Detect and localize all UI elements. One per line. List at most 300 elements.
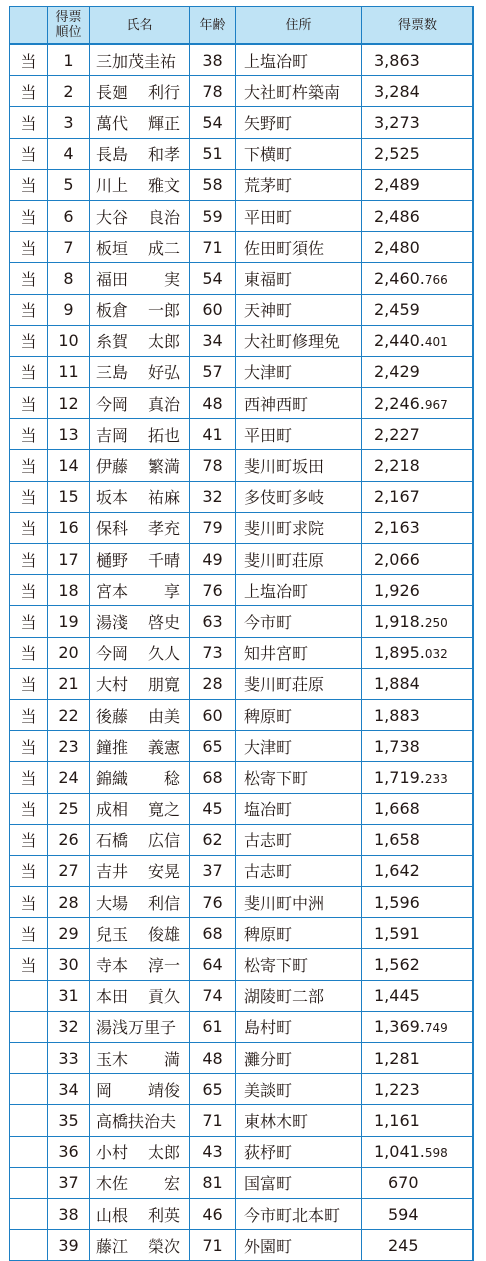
age-cell: 78 bbox=[190, 450, 236, 481]
votes-cell bbox=[362, 793, 474, 824]
name-cell: 湯浅万里子 bbox=[90, 1011, 190, 1042]
given-name: 榮次 bbox=[147, 1236, 180, 1256]
votes-cell bbox=[362, 824, 474, 855]
family-name: 福田 bbox=[96, 269, 129, 289]
table-row bbox=[10, 824, 474, 855]
given-name: 利行 bbox=[147, 82, 180, 102]
rank-cell: 28 bbox=[48, 887, 90, 918]
name-cell bbox=[90, 1043, 190, 1074]
votes-cell bbox=[362, 637, 474, 668]
votes-integer: 1,926 bbox=[374, 580, 420, 600]
name-parts bbox=[96, 1203, 180, 1226]
rank-cell: 37 bbox=[48, 1167, 90, 1198]
family-name: 本田 bbox=[96, 987, 129, 1007]
age-cell: 62 bbox=[190, 824, 236, 855]
name-parts bbox=[96, 423, 180, 446]
name-parts bbox=[96, 859, 180, 882]
table-body bbox=[10, 44, 474, 1261]
given-name: 好弘 bbox=[147, 363, 180, 383]
family-name: 板倉 bbox=[96, 301, 129, 321]
name-cell bbox=[90, 512, 190, 543]
table-row bbox=[10, 731, 474, 762]
family-name: 錦織 bbox=[96, 768, 129, 788]
votes-cell bbox=[362, 200, 474, 231]
family-name: 大谷 bbox=[96, 207, 129, 227]
age-cell: 58 bbox=[190, 169, 236, 200]
age-cell: 76 bbox=[190, 575, 236, 606]
family-name: 萬代 bbox=[96, 113, 129, 133]
name-parts bbox=[96, 205, 180, 228]
age-cell: 48 bbox=[190, 388, 236, 419]
rank-cell: 5 bbox=[48, 169, 90, 200]
rank-cell: 23 bbox=[48, 731, 90, 762]
elected-mark: 当 bbox=[10, 762, 48, 793]
elected-mark: 当 bbox=[10, 949, 48, 980]
votes-integer: 1,369. bbox=[374, 1017, 425, 1037]
given-name: 真治 bbox=[147, 394, 180, 414]
name-cell bbox=[90, 481, 190, 512]
rank-cell: 32 bbox=[48, 1011, 90, 1042]
votes-integer: 1,223 bbox=[374, 1079, 420, 1099]
rank-cell: 31 bbox=[48, 980, 90, 1011]
rank-cell: 36 bbox=[48, 1136, 90, 1167]
votes-integer: 1,719. bbox=[374, 767, 425, 787]
name-parts bbox=[96, 1171, 180, 1194]
address-cell: 荒茅町 bbox=[236, 169, 362, 200]
table-row bbox=[10, 1043, 474, 1074]
elected-mark bbox=[10, 1074, 48, 1105]
votes-integer: 1,642 bbox=[374, 861, 420, 881]
table-row bbox=[10, 637, 474, 668]
votes-cell bbox=[362, 980, 474, 1011]
given-name: 淳一 bbox=[147, 956, 180, 976]
table-row bbox=[10, 419, 474, 450]
name-cell bbox=[90, 1074, 190, 1105]
elected-mark bbox=[10, 1011, 48, 1042]
name-cell bbox=[90, 76, 190, 107]
given-name: 良治 bbox=[147, 207, 180, 227]
name-cell bbox=[90, 731, 190, 762]
rank-cell: 33 bbox=[48, 1043, 90, 1074]
name-parts bbox=[96, 267, 180, 290]
family-name: 後藤 bbox=[96, 706, 129, 726]
name-parts bbox=[96, 173, 180, 196]
given-name: 孝充 bbox=[147, 519, 180, 539]
name-parts bbox=[96, 111, 180, 134]
votes-fraction: 749 bbox=[424, 1021, 448, 1036]
rank-cell: 27 bbox=[48, 855, 90, 886]
name-cell bbox=[90, 450, 190, 481]
address-cell: 湖陵町二部 bbox=[236, 980, 362, 1011]
name-cell bbox=[90, 855, 190, 886]
votes-integer: 2,489 bbox=[374, 175, 420, 195]
votes-integer: 2,525 bbox=[374, 144, 420, 164]
votes-cell bbox=[362, 263, 474, 294]
rank-cell: 25 bbox=[48, 793, 90, 824]
family-name: 長島 bbox=[96, 145, 129, 165]
given-name: 和孝 bbox=[147, 145, 180, 165]
given-name: 利信 bbox=[147, 893, 180, 913]
header-address: 住所 bbox=[236, 7, 362, 45]
votes-cell bbox=[362, 731, 474, 762]
given-name: 宏 bbox=[163, 1174, 180, 1194]
elected-mark: 当 bbox=[10, 887, 48, 918]
table-row bbox=[10, 107, 474, 138]
votes-cell bbox=[362, 1136, 474, 1167]
name-parts bbox=[96, 797, 180, 820]
family-name: 藤江 bbox=[96, 1236, 129, 1256]
age-cell: 49 bbox=[190, 544, 236, 575]
name-parts bbox=[96, 766, 180, 789]
elected-mark: 当 bbox=[10, 544, 48, 575]
age-cell: 73 bbox=[190, 637, 236, 668]
elected-mark bbox=[10, 1167, 48, 1198]
table-header bbox=[10, 7, 474, 45]
elected-mark bbox=[10, 1105, 48, 1136]
age-cell: 37 bbox=[190, 855, 236, 886]
rank-cell: 9 bbox=[48, 294, 90, 325]
elected-mark: 当 bbox=[10, 325, 48, 356]
address-cell: 多伎町多岐 bbox=[236, 481, 362, 512]
address-cell: 上塩冶町 bbox=[236, 575, 362, 606]
votes-cell bbox=[362, 699, 474, 730]
name-cell bbox=[90, 1136, 190, 1167]
name-parts bbox=[96, 704, 180, 727]
table-row bbox=[10, 169, 474, 200]
age-cell: 71 bbox=[190, 1230, 236, 1261]
votes-cell bbox=[362, 44, 474, 76]
election-results-table bbox=[9, 6, 474, 1261]
family-name: 小村 bbox=[96, 1143, 129, 1163]
table-row bbox=[10, 138, 474, 169]
table-row bbox=[10, 76, 474, 107]
votes-cell bbox=[362, 169, 474, 200]
given-name: 朋寛 bbox=[147, 675, 180, 695]
family-name: 今岡 bbox=[96, 394, 129, 414]
elected-mark: 当 bbox=[10, 668, 48, 699]
name-parts bbox=[96, 516, 180, 539]
address-cell: 荻杼町 bbox=[236, 1136, 362, 1167]
votes-integer: 1,281 bbox=[374, 1048, 420, 1068]
elected-mark: 当 bbox=[10, 450, 48, 481]
elected-mark: 当 bbox=[10, 138, 48, 169]
name-cell: 高橋扶治夫 bbox=[90, 1105, 190, 1136]
rank-cell: 11 bbox=[48, 356, 90, 387]
elected-mark: 当 bbox=[10, 232, 48, 263]
address-cell: 稗原町 bbox=[236, 918, 362, 949]
votes-cell bbox=[362, 1230, 474, 1261]
name-parts bbox=[96, 80, 180, 103]
elected-mark: 当 bbox=[10, 419, 48, 450]
elected-mark: 当 bbox=[10, 637, 48, 668]
name-cell bbox=[90, 107, 190, 138]
name-cell bbox=[90, 1198, 190, 1229]
votes-cell bbox=[362, 949, 474, 980]
votes-integer: 2,163 bbox=[374, 518, 420, 538]
elected-mark bbox=[10, 1043, 48, 1074]
age-cell: 81 bbox=[190, 1167, 236, 1198]
name-cell bbox=[90, 1167, 190, 1198]
name-cell bbox=[90, 918, 190, 949]
elected-mark: 当 bbox=[10, 481, 48, 512]
rank-cell: 13 bbox=[48, 419, 90, 450]
given-name: 広信 bbox=[147, 831, 180, 851]
age-cell: 71 bbox=[190, 232, 236, 263]
rank-cell: 38 bbox=[48, 1198, 90, 1229]
header-elected bbox=[10, 7, 48, 45]
name-parts bbox=[96, 735, 180, 758]
votes-integer: 3,284 bbox=[374, 81, 420, 101]
address-cell: 稗原町 bbox=[236, 699, 362, 730]
rank-cell: 39 bbox=[48, 1230, 90, 1261]
name-cell bbox=[90, 325, 190, 356]
rank-cell: 30 bbox=[48, 949, 90, 980]
name-cell bbox=[90, 1230, 190, 1261]
rank-cell: 35 bbox=[48, 1105, 90, 1136]
address-cell: 平田町 bbox=[236, 200, 362, 231]
elected-mark: 当 bbox=[10, 731, 48, 762]
address-cell: 大津町 bbox=[236, 731, 362, 762]
votes-cell bbox=[362, 294, 474, 325]
age-cell: 68 bbox=[190, 918, 236, 949]
votes-cell bbox=[362, 918, 474, 949]
votes-integer: 3,273 bbox=[374, 112, 420, 132]
age-cell: 76 bbox=[190, 887, 236, 918]
name-parts bbox=[96, 953, 180, 976]
family-name: 伊藤 bbox=[96, 457, 129, 477]
name-cell bbox=[90, 419, 190, 450]
name-cell bbox=[90, 668, 190, 699]
votes-integer: 1,591 bbox=[374, 923, 420, 943]
votes-integer: 2,066 bbox=[374, 549, 420, 569]
given-name: 満 bbox=[163, 1049, 180, 1069]
age-cell: 71 bbox=[190, 1105, 236, 1136]
rank-cell: 7 bbox=[48, 232, 90, 263]
name-parts bbox=[96, 392, 180, 415]
votes-fraction: 598 bbox=[424, 1146, 448, 1161]
age-cell: 34 bbox=[190, 325, 236, 356]
table-row bbox=[10, 793, 474, 824]
age-cell: 60 bbox=[190, 294, 236, 325]
rank-cell: 6 bbox=[48, 200, 90, 231]
name-parts bbox=[96, 454, 180, 477]
address-cell: 灘分町 bbox=[236, 1043, 362, 1074]
name-cell bbox=[90, 232, 190, 263]
table-row bbox=[10, 450, 474, 481]
votes-cell bbox=[362, 325, 474, 356]
table-row bbox=[10, 1198, 474, 1229]
votes-integer: 2,460. bbox=[374, 268, 425, 288]
votes-integer: 2,429 bbox=[374, 362, 420, 382]
address-cell: 外園町 bbox=[236, 1230, 362, 1261]
table-row bbox=[10, 606, 474, 637]
name-cell bbox=[90, 169, 190, 200]
rank-cell: 17 bbox=[48, 544, 90, 575]
votes-integer: 2,218 bbox=[374, 456, 420, 476]
given-name: 実 bbox=[163, 269, 180, 289]
votes-integer: 2,167 bbox=[374, 487, 420, 507]
address-cell: 斐川町中洲 bbox=[236, 887, 362, 918]
family-name: 坂本 bbox=[96, 488, 129, 508]
age-cell: 57 bbox=[190, 356, 236, 387]
votes-integer: 2,440. bbox=[374, 331, 425, 351]
address-cell: 佐田町須佐 bbox=[236, 232, 362, 263]
given-name: 久人 bbox=[147, 644, 180, 664]
elected-mark: 当 bbox=[10, 44, 48, 76]
elected-mark: 当 bbox=[10, 918, 48, 949]
votes-fraction: 233 bbox=[424, 771, 448, 786]
elected-mark bbox=[10, 980, 48, 1011]
elected-mark: 当 bbox=[10, 356, 48, 387]
rank-cell: 21 bbox=[48, 668, 90, 699]
name-cell bbox=[90, 138, 190, 169]
votes-integer: 1,668 bbox=[374, 799, 420, 819]
rank-cell: 29 bbox=[48, 918, 90, 949]
age-cell: 68 bbox=[190, 762, 236, 793]
age-cell: 65 bbox=[190, 1074, 236, 1105]
votes-cell bbox=[362, 668, 474, 699]
rank-cell: 12 bbox=[48, 388, 90, 419]
votes-cell bbox=[362, 1105, 474, 1136]
family-name: 糸賀 bbox=[96, 332, 129, 352]
rank-cell: 10 bbox=[48, 325, 90, 356]
table-row bbox=[10, 762, 474, 793]
address-cell: 下横町 bbox=[236, 138, 362, 169]
votes-fraction: 766 bbox=[424, 272, 448, 287]
name-cell bbox=[90, 699, 190, 730]
table-row bbox=[10, 1074, 474, 1105]
name-cell bbox=[90, 263, 190, 294]
elected-mark: 当 bbox=[10, 606, 48, 637]
name-cell bbox=[90, 575, 190, 606]
address-cell: 大津町 bbox=[236, 356, 362, 387]
address-cell: 松寄下町 bbox=[236, 949, 362, 980]
elected-mark: 当 bbox=[10, 512, 48, 543]
table-row bbox=[10, 1136, 474, 1167]
family-name: 吉井 bbox=[96, 862, 129, 882]
elected-mark: 当 bbox=[10, 294, 48, 325]
address-cell: 今市町 bbox=[236, 606, 362, 637]
table-row bbox=[10, 200, 474, 231]
name-cell bbox=[90, 762, 190, 793]
age-cell: 54 bbox=[190, 263, 236, 294]
votes-integer: 245 bbox=[388, 1235, 419, 1255]
family-name: 三島 bbox=[96, 363, 129, 383]
name-parts bbox=[96, 1047, 180, 1070]
name-parts bbox=[96, 1140, 180, 1163]
age-cell: 46 bbox=[190, 1198, 236, 1229]
address-cell: 国富町 bbox=[236, 1167, 362, 1198]
votes-cell bbox=[362, 1043, 474, 1074]
votes-integer: 1,918. bbox=[374, 611, 425, 631]
address-cell: 斐川町荘原 bbox=[236, 544, 362, 575]
given-name: 利英 bbox=[147, 1205, 180, 1225]
rank-cell: 15 bbox=[48, 481, 90, 512]
address-cell: 塩冶町 bbox=[236, 793, 362, 824]
votes-integer: 2,246. bbox=[374, 393, 425, 413]
table-row bbox=[10, 1105, 474, 1136]
age-cell: 78 bbox=[190, 76, 236, 107]
family-name: 寺本 bbox=[96, 956, 129, 976]
table-row bbox=[10, 356, 474, 387]
votes-cell bbox=[362, 388, 474, 419]
elected-mark: 当 bbox=[10, 263, 48, 294]
table-row bbox=[10, 481, 474, 512]
votes-integer: 594 bbox=[388, 1204, 419, 1224]
age-cell: 60 bbox=[190, 699, 236, 730]
name-parts bbox=[96, 610, 180, 633]
family-name: 成相 bbox=[96, 800, 129, 820]
family-name: 大場 bbox=[96, 893, 129, 913]
family-name: 湯淺 bbox=[96, 612, 129, 632]
age-cell: 38 bbox=[190, 44, 236, 76]
given-name: 成二 bbox=[147, 238, 180, 258]
address-cell: 西神西町 bbox=[236, 388, 362, 419]
given-name: 貢久 bbox=[147, 987, 180, 1007]
name-cell bbox=[90, 294, 190, 325]
family-name: 大村 bbox=[96, 675, 129, 695]
header-age: 年齢 bbox=[190, 7, 236, 45]
name-cell bbox=[90, 388, 190, 419]
address-cell: 矢野町 bbox=[236, 107, 362, 138]
table-row bbox=[10, 918, 474, 949]
address-cell: 斐川町坂田 bbox=[236, 450, 362, 481]
votes-cell bbox=[362, 138, 474, 169]
elected-mark: 当 bbox=[10, 169, 48, 200]
table-row bbox=[10, 512, 474, 543]
address-cell: 斐川町荘原 bbox=[236, 668, 362, 699]
name-parts bbox=[96, 828, 180, 851]
given-name: 千晴 bbox=[147, 550, 180, 570]
age-cell: 79 bbox=[190, 512, 236, 543]
table-row bbox=[10, 699, 474, 730]
votes-integer: 2,459 bbox=[374, 300, 420, 320]
elected-mark: 当 bbox=[10, 76, 48, 107]
address-cell: 大社町杵築南 bbox=[236, 76, 362, 107]
votes-cell bbox=[362, 76, 474, 107]
family-name: 宮本 bbox=[96, 581, 129, 601]
age-cell: 65 bbox=[190, 731, 236, 762]
age-cell: 74 bbox=[190, 980, 236, 1011]
name-parts bbox=[96, 922, 180, 945]
name-cell: 三加茂圭祐 bbox=[90, 44, 190, 76]
votes-cell bbox=[362, 855, 474, 886]
votes-cell bbox=[362, 606, 474, 637]
votes-cell bbox=[362, 356, 474, 387]
votes-integer: 2,486 bbox=[374, 206, 420, 226]
name-cell bbox=[90, 793, 190, 824]
votes-cell bbox=[362, 232, 474, 263]
votes-cell bbox=[362, 575, 474, 606]
given-name: 靖俊 bbox=[147, 1080, 180, 1100]
votes-fraction: 967 bbox=[424, 397, 448, 412]
rank-cell: 19 bbox=[48, 606, 90, 637]
rank-cell: 16 bbox=[48, 512, 90, 543]
name-parts bbox=[96, 236, 180, 259]
votes-cell bbox=[362, 1011, 474, 1042]
rank-cell: 24 bbox=[48, 762, 90, 793]
table-row bbox=[10, 325, 474, 356]
name-parts bbox=[96, 891, 180, 914]
name-parts bbox=[96, 1234, 180, 1257]
votes-fraction: 401 bbox=[424, 335, 448, 350]
address-cell: 大社町修理免 bbox=[236, 325, 362, 356]
rank-cell: 18 bbox=[48, 575, 90, 606]
votes-integer: 1,883 bbox=[374, 705, 420, 725]
address-cell: 天神町 bbox=[236, 294, 362, 325]
age-cell: 41 bbox=[190, 419, 236, 450]
family-name: 樋野 bbox=[96, 550, 129, 570]
